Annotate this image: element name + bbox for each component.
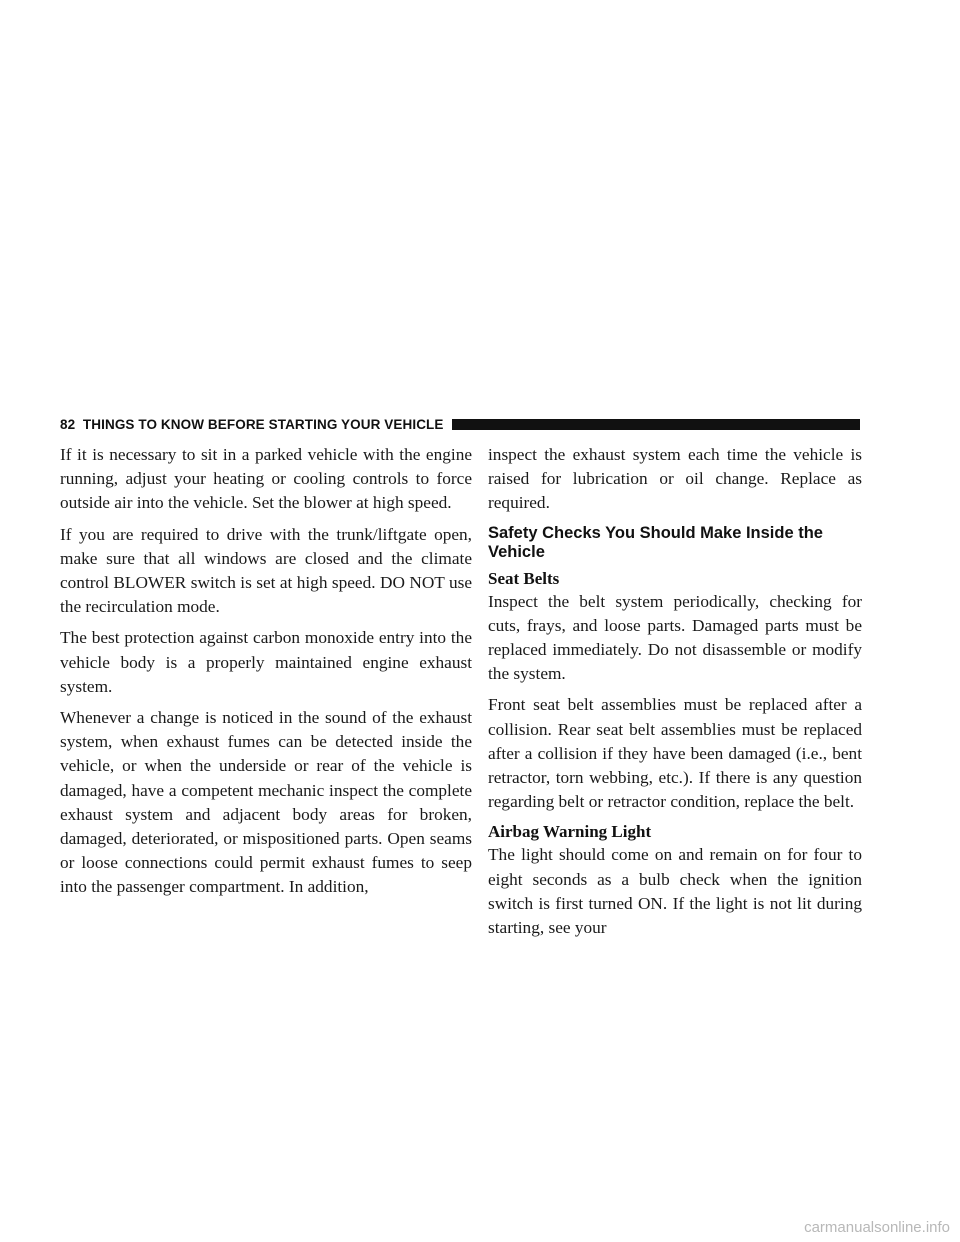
watermark: carmanualsonline.info: [804, 1219, 950, 1236]
paragraph-inspect-belts: Inspect the belt system periodically, checking for cuts, frays, and loose parts. Damaged parts must be replaced immediately. Do not disassemble or modify the system.: [488, 591, 862, 684]
page-header: [60, 414, 860, 434]
paragraph-replace-belts: Front seat belt assemblies must be replaced after a collision. Rear seat belt assemblies must be replaced after a collision if they have been damaged (i.e., bent retractor, torn webbing, etc.). If there is any question regarding belt or retractor condition, replace the belt.: [488, 695, 862, 812]
paragraph-sit-parked: If it is necessary to sit in a parked vehicle with the engine running, adjust your heating or cooling controls to force outside air into the vehicle. Set the blower at high speed.: [60, 445, 472, 513]
subheading-seat-belts: Seat Belts: [488, 568, 560, 588]
subheading-airbag-light: Airbag Warning Light: [488, 822, 652, 842]
paragraph-exhaust-change: Whenever a change is noticed in the sound of the exhaust system, when exhaust fumes can be detected inside the vehicle, or when the underside or rear of the vehicle is damaged, have a competent mechanic inspect the complete exhaust system and adjacent body areas for broken, damaged, deteriorated, or mispositioned parts. Open seams or loose connections could permit exhaust fumes to seep into the passenger compartment. In addition,: [60, 708, 472, 897]
section-heading-inside-checks: Safety Checks You Should Make Inside the Vehicle: [488, 523, 823, 561]
page-number: 82: [60, 416, 76, 432]
paragraph-continuation: inspect the exhaust system each time the vehicle is raised for lubrication or oil change. Replace as required.: [488, 445, 862, 513]
page-header-text: [60, 417, 444, 432]
header-rule-bar: [452, 419, 861, 430]
paragraph-best-protection: The best protection against carbon monoxide entry into the vehicle body is a properly maintained engine exhaust system.: [60, 628, 472, 696]
paragraph-trunk-open: If you are required to drive with the trunk/liftgate open, make sure that all windows are closed and the climate control BLOWER switch is set at high speed. DO NOT use the recirculation mode.: [60, 524, 472, 617]
chapter-title: THINGS TO KNOW BEFORE STARTING YOUR VEHICLE: [82, 416, 444, 432]
right-column: [488, 443, 862, 947]
left-column: [60, 443, 472, 907]
paragraph-airbag-light: The light should come on and remain on for four to eight seconds as a bulb check when the ignition switch is first turned ON. If the light is not lit during starting, see your: [488, 845, 862, 938]
